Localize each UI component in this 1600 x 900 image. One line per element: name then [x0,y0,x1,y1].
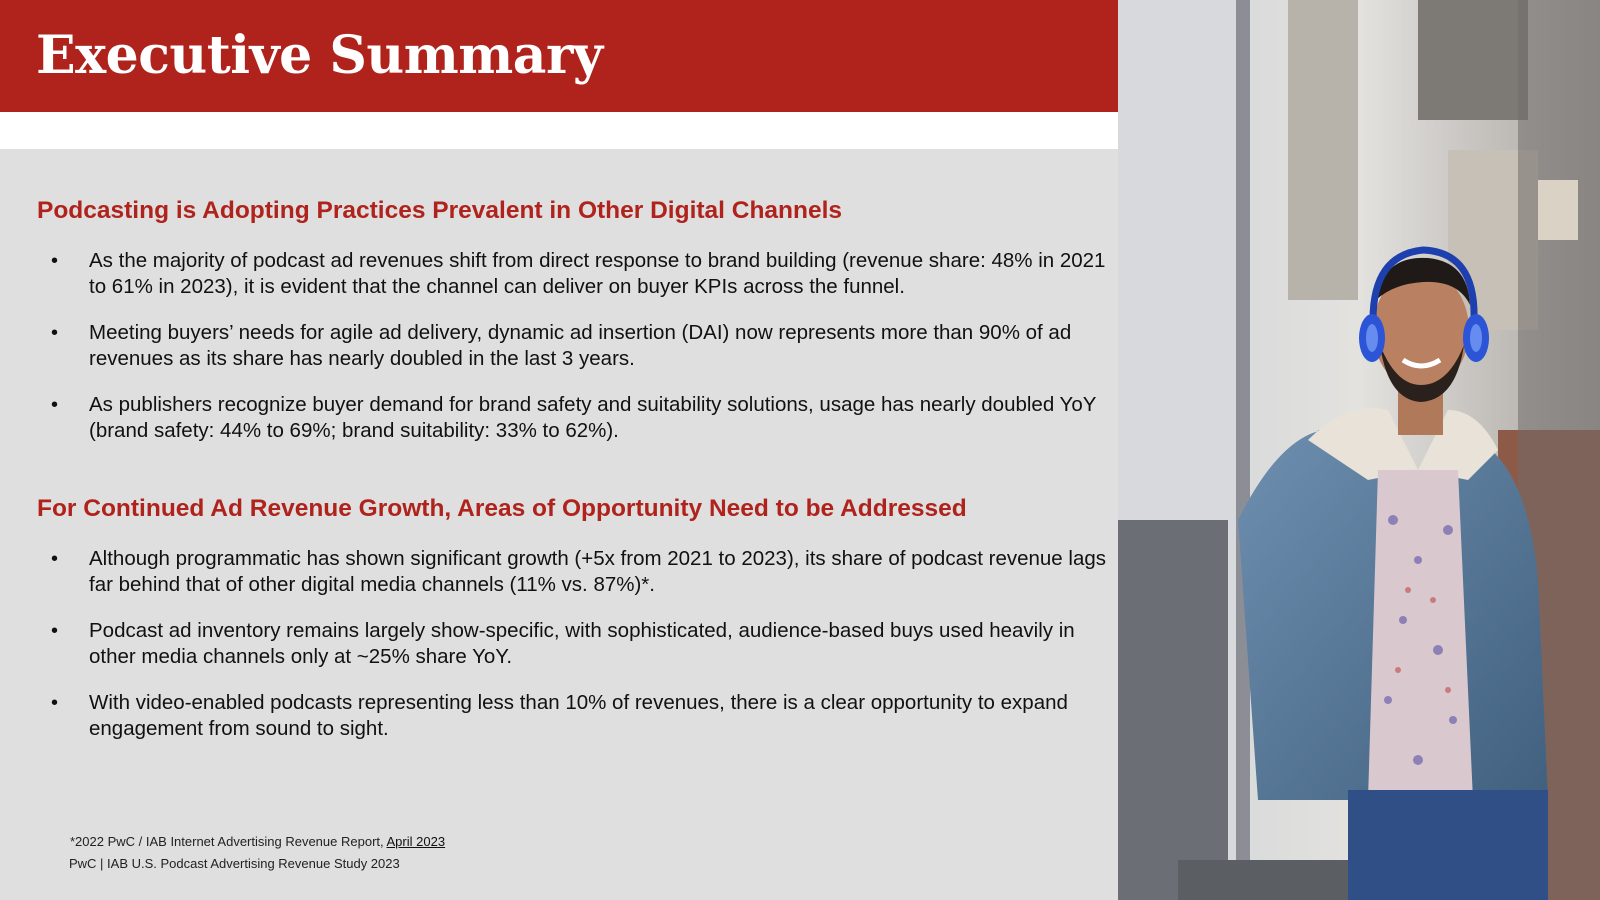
hero-photo [1118,0,1600,900]
bullet-text: With video-enabled podcasts representing less than 10% of revenues, there is a clear opportunity to expand engagement from sound to sight. [89,691,1068,740]
footnote-text: *2022 PwC / IAB Internet Advertising Revenue Report, [70,834,387,849]
list-item [0,690,1110,742]
list-item [0,320,1110,372]
list-item [0,618,1110,670]
bullet-list-opportunity [0,546,1110,762]
bullet-text: As the majority of podcast ad revenues shift from direct response to brand building (revenue share: 48% in 2021 to 61% in 2023), it is evident that the channel can deliver on buyer KPIs across the funnel. [89,249,1106,298]
bullet-text: As publishers recognize buyer demand for brand safety and suitability solutions, usage has nearly doubled YoY (brand safety: 44% to 69%; brand suitability: 33% to 62%). [89,393,1097,442]
photo-man-with-blue-headphones [1118,0,1600,900]
bullet-text: Meeting buyers’ needs for agile ad delivery, dynamic ad insertion (DAI) now represents more than 90% of ad revenues as its share has nearly doubled in the last 3 years. [89,321,1072,370]
bullet-icon: • [51,322,59,344]
bullet-icon: • [51,692,59,714]
bullet-icon: • [51,548,59,570]
footnote-link[interactable]: April 2023 [386,834,446,849]
bullet-icon: • [51,250,59,272]
bullet-icon: • [51,394,59,416]
bullet-text: Podcast ad inventory remains largely show-specific, with sophisticated, audience-based buys used heavily in other media channels only at ~25% share YoY. [89,619,1075,668]
bullet-icon: • [51,620,59,642]
source-line: PwC | IAB U.S. Podcast Advertising Revenue Study 2023 [69,856,400,871]
section-heading-practices: Podcasting is Adopting Practices Prevalent in Other Digital Channels [37,197,843,224]
list-item [0,392,1110,444]
bullet-list-practices [0,248,1110,464]
page-title: Executive Summary [36,25,603,86]
title-banner [0,0,1118,112]
section-heading-opportunity: For Continued Ad Revenue Growth, Areas of Opportunity Need to be Addressed [37,495,967,522]
list-item [0,546,1110,598]
footnote [70,834,445,850]
list-item [0,248,1110,300]
bullet-text: Although programmatic has shown significant growth (+5x from 2021 to 2023), its share of podcast revenue lags far behind that of other digital media channels (11% vs. 87%)*. [89,547,1107,596]
